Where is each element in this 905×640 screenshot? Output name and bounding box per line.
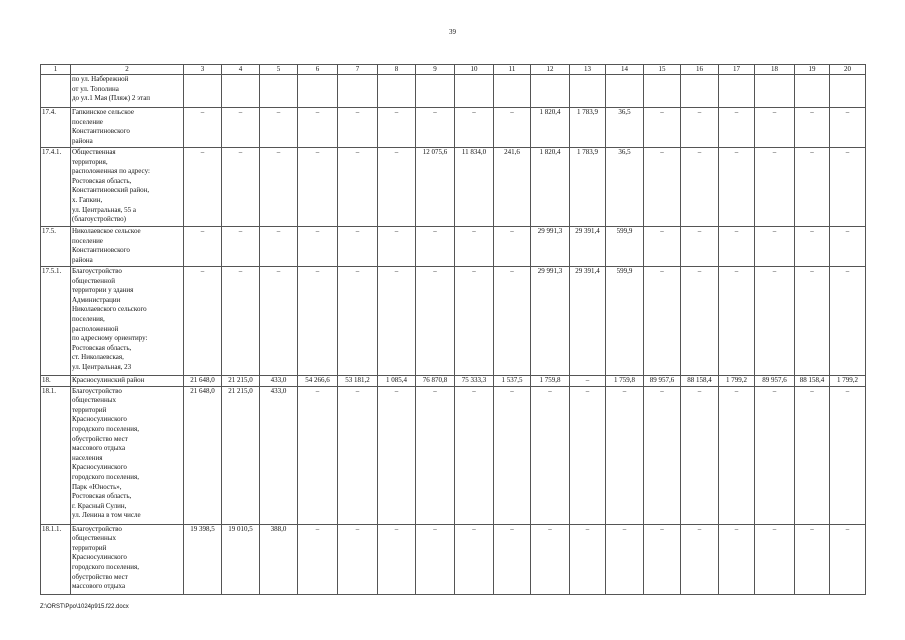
value-cell: – (830, 267, 866, 376)
header-cell: 12 (531, 65, 570, 75)
value-cell: – (378, 267, 416, 376)
value-cell: – (681, 227, 719, 267)
value-cell: – (455, 524, 494, 594)
value-cell: 1 820,4 (531, 148, 570, 227)
value-cell: – (644, 148, 681, 227)
header-cell: 2 (71, 65, 184, 75)
value-cell: – (719, 148, 755, 227)
value-cell: 388,0 (260, 524, 298, 594)
value-cell: 433,0 (260, 376, 298, 387)
value-cell: – (338, 227, 378, 267)
table-row (41, 227, 866, 267)
value-cell (681, 75, 719, 108)
value-cell: 1 783,9 (570, 108, 606, 148)
value-cell: 21 215,0 (222, 376, 260, 387)
value-cell: – (606, 524, 644, 594)
value-cell: – (795, 227, 830, 267)
value-cell: – (260, 267, 298, 376)
value-cell: 1 537,5 (494, 376, 531, 387)
value-cell: – (830, 108, 866, 148)
value-cell: 75 333,3 (455, 376, 494, 387)
value-cell: – (260, 148, 298, 227)
value-cell: – (338, 148, 378, 227)
value-cell (719, 75, 755, 108)
value-cell: – (494, 524, 531, 594)
value-cell: 36,5 (606, 108, 644, 148)
value-cell: – (298, 267, 338, 376)
value-cell (184, 75, 222, 108)
value-cell: – (222, 227, 260, 267)
row-code: 18. (41, 376, 71, 387)
value-cell: – (494, 108, 531, 148)
value-cell: 29 991,3 (531, 267, 570, 376)
value-cell: – (755, 267, 795, 376)
value-cell (260, 75, 298, 108)
value-cell: 599,9 (606, 267, 644, 376)
value-cell (606, 75, 644, 108)
value-cell (455, 75, 494, 108)
value-cell: – (681, 524, 719, 594)
value-cell: – (795, 267, 830, 376)
header-cell: 1 (41, 65, 71, 75)
value-cell: 89 957,6 (644, 376, 681, 387)
value-cell (644, 75, 681, 108)
value-cell: 1 820,4 (531, 108, 570, 148)
header-cell: 10 (455, 65, 494, 75)
table-row (41, 524, 866, 594)
value-cell: – (830, 524, 866, 594)
value-cell: – (222, 108, 260, 148)
value-cell: – (719, 227, 755, 267)
value-cell: 1 085,4 (378, 376, 416, 387)
value-cell: – (494, 386, 531, 524)
value-cell: – (795, 108, 830, 148)
value-cell: 1 799,2 (830, 376, 866, 387)
value-cell: 76 870,8 (416, 376, 455, 387)
value-cell: – (416, 108, 455, 148)
value-cell: 36,5 (606, 148, 644, 227)
value-cell: – (531, 524, 570, 594)
row-code: 17.4.1. (41, 148, 71, 227)
value-cell: 1 799,2 (719, 376, 755, 387)
row-name: Гапкинское сельское поселение Константиновского района (71, 108, 184, 148)
value-cell: – (184, 108, 222, 148)
header-cell: 9 (416, 65, 455, 75)
value-cell: 241,6 (494, 148, 531, 227)
value-cell: 88 158,4 (795, 376, 830, 387)
value-cell: – (644, 267, 681, 376)
header-cell: 18 (755, 65, 795, 75)
value-cell: – (298, 524, 338, 594)
table-row (41, 108, 866, 148)
value-cell: – (298, 148, 338, 227)
value-cell: 12 075,6 (416, 148, 455, 227)
value-cell: – (531, 386, 570, 524)
header-cell: 4 (222, 65, 260, 75)
value-cell: – (681, 108, 719, 148)
header-cell: 5 (260, 65, 298, 75)
value-cell: – (719, 108, 755, 148)
value-cell: – (755, 386, 795, 524)
value-cell (795, 75, 830, 108)
value-cell: – (830, 386, 866, 524)
value-cell: – (416, 524, 455, 594)
value-cell: – (184, 267, 222, 376)
value-cell: – (338, 524, 378, 594)
value-cell (222, 75, 260, 108)
row-code: 17.5.1. (41, 267, 71, 376)
value-cell: – (570, 376, 606, 387)
table-row (41, 376, 866, 387)
value-cell: – (416, 227, 455, 267)
header-cell: 15 (644, 65, 681, 75)
value-cell: – (644, 108, 681, 148)
value-cell: – (455, 386, 494, 524)
value-cell: 29 391,4 (570, 227, 606, 267)
value-cell: 88 158,4 (681, 376, 719, 387)
value-cell: – (570, 386, 606, 524)
budget-table (40, 64, 866, 595)
value-cell: – (830, 148, 866, 227)
value-cell: – (298, 108, 338, 148)
value-cell: 19 398,5 (184, 524, 222, 594)
value-cell: – (222, 148, 260, 227)
value-cell: – (755, 108, 795, 148)
value-cell: 1 759,8 (606, 376, 644, 387)
value-cell: 21 648,0 (184, 376, 222, 387)
value-cell: – (755, 148, 795, 227)
value-cell: – (378, 148, 416, 227)
value-cell: 21 648,0 (184, 386, 222, 524)
value-cell: – (795, 386, 830, 524)
value-cell: – (644, 386, 681, 524)
value-cell: – (338, 386, 378, 524)
value-cell: – (416, 386, 455, 524)
value-cell: – (455, 108, 494, 148)
row-name: Красносулинский район (71, 376, 184, 387)
value-cell: – (681, 386, 719, 524)
value-cell: 29 391,4 (570, 267, 606, 376)
value-cell (494, 75, 531, 108)
row-name: Благоустройство общественной территории у здания Администрации Николаевского сельского поселения, расположенной по адресному ориентиру: Ростовская область, ст. Николаевская, ул. Центральная, 23 (71, 267, 184, 376)
value-cell: 1 783,9 (570, 148, 606, 227)
row-code: 18.1. (41, 386, 71, 524)
value-cell: – (378, 524, 416, 594)
value-cell: 19 010,5 (222, 524, 260, 594)
value-cell: – (719, 386, 755, 524)
table-row (41, 267, 866, 376)
value-cell: – (298, 227, 338, 267)
value-cell: – (830, 227, 866, 267)
row-name: Благоустройство общественных территорий Красносулинского городского поселения, обустройство мест массового отдыха населения Красносулинского городского поселения, Парк «Юность», Ростовская область, г. Красный Сулин, ул. Ленина в том числе (71, 386, 184, 524)
value-cell: – (338, 108, 378, 148)
value-cell (830, 75, 866, 108)
table-row (41, 148, 866, 227)
value-cell: – (416, 267, 455, 376)
value-cell: – (606, 386, 644, 524)
header-cell: 20 (830, 65, 866, 75)
value-cell: – (338, 267, 378, 376)
value-cell (416, 75, 455, 108)
value-cell (338, 75, 378, 108)
file-path-footer: Z:\ORST\Ppo\1024p915.f22.docx (40, 604, 129, 610)
row-name: по ул. Набережной от ул. Тополина до ул.1 Мая (Пляж) 2 этап (71, 75, 184, 108)
value-cell: 1 759,8 (531, 376, 570, 387)
row-code: 17.4. (41, 108, 71, 148)
header-cell: 7 (338, 65, 378, 75)
value-cell: 29 991,3 (531, 227, 570, 267)
row-name: Благоустройство общественных территорий Красносулинского городского поселения, обустройство мест массового отдыха (71, 524, 184, 594)
header-cell: 11 (494, 65, 531, 75)
header-cell: 17 (719, 65, 755, 75)
value-cell: – (260, 227, 298, 267)
row-code: 17.5. (41, 227, 71, 267)
value-cell (531, 75, 570, 108)
value-cell: – (644, 524, 681, 594)
value-cell: – (184, 227, 222, 267)
header-cell: 14 (606, 65, 644, 75)
header-cell: 3 (184, 65, 222, 75)
value-cell: – (222, 267, 260, 376)
value-cell: 599,9 (606, 227, 644, 267)
row-name: Общественная территория, расположенная по адресу: Ростовская область, Константиновский район, х. Гапкин, ул. Центральная, 55 а (благоустройство) (71, 148, 184, 227)
value-cell: – (494, 227, 531, 267)
header-row (41, 65, 866, 75)
value-cell: – (378, 386, 416, 524)
value-cell: 11 834,0 (455, 148, 494, 227)
value-cell: – (184, 148, 222, 227)
value-cell: 54 266,6 (298, 376, 338, 387)
header-cell: 13 (570, 65, 606, 75)
value-cell: – (755, 227, 795, 267)
row-code: 18.1.1. (41, 524, 71, 594)
value-cell: – (719, 524, 755, 594)
page-number: 39 (449, 28, 456, 36)
value-cell: – (494, 267, 531, 376)
value-cell: 53 181,2 (338, 376, 378, 387)
header-cell: 8 (378, 65, 416, 75)
value-cell: – (298, 386, 338, 524)
row-name: Николаевское сельское поселение Константиновского района (71, 227, 184, 267)
value-cell: – (755, 524, 795, 594)
value-cell: – (378, 227, 416, 267)
value-cell: – (719, 267, 755, 376)
value-cell: – (455, 267, 494, 376)
value-cell: – (644, 227, 681, 267)
row-code (41, 75, 71, 108)
header-cell: 16 (681, 65, 719, 75)
header-cell: 19 (795, 65, 830, 75)
value-cell: – (570, 524, 606, 594)
value-cell: – (681, 148, 719, 227)
value-cell: – (455, 227, 494, 267)
value-cell: 89 957,6 (755, 376, 795, 387)
value-cell (570, 75, 606, 108)
header-cell: 6 (298, 65, 338, 75)
value-cell (755, 75, 795, 108)
value-cell: 21 215,0 (222, 386, 260, 524)
value-cell: – (795, 148, 830, 227)
value-cell (378, 75, 416, 108)
table-row (41, 386, 866, 524)
value-cell: 433,0 (260, 386, 298, 524)
value-cell: – (795, 524, 830, 594)
value-cell: – (260, 108, 298, 148)
value-cell: – (681, 267, 719, 376)
value-cell: – (378, 108, 416, 148)
table-row (41, 75, 866, 108)
value-cell (298, 75, 338, 108)
